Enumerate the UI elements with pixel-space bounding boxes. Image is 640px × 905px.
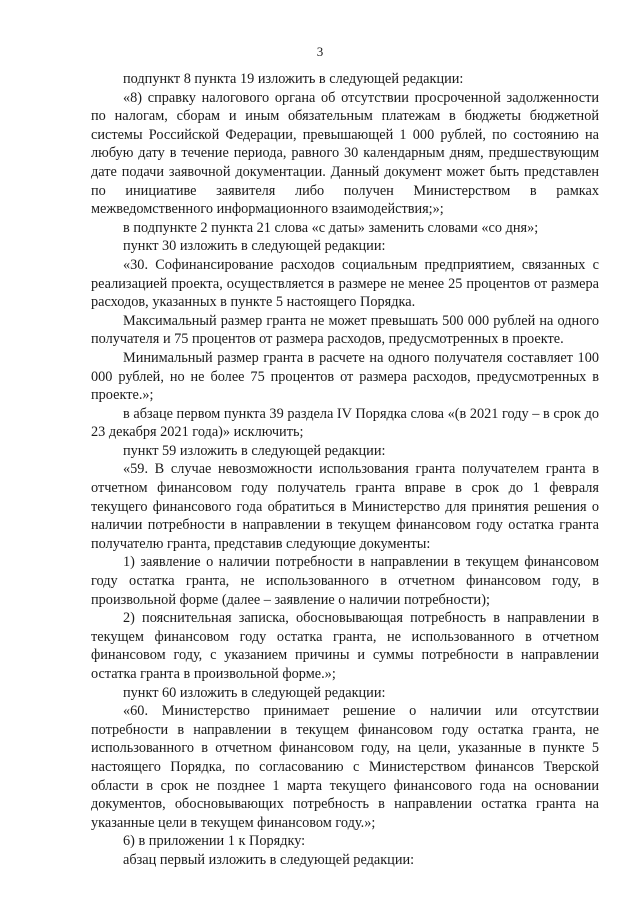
paragraph: пункт 59 изложить в следующей редакции:: [123, 442, 386, 459]
paragraph: «8) справку налогового органа об отсутствии просроченной задолженности по налогам, сборам и иным обязательным платежам в бюджеты бюджетной системы Российской Федерации, превышающей 1 000 рублей, по состоянию на любую дату в течение периода, равного 30 календарным дням, предшествующим дате подачи заявочной документации. Данный документ может быть представлен по инициативе заявителя либо получен Министерством в рамках межведомственного информационного взаимодействия;»;: [91, 89, 599, 218]
paragraph: в абзаце первом пункта 39 раздела IV Порядка слова «(в 2021 году – в срок до 23 декабря 2021 года)» исключить;: [91, 405, 599, 441]
paragraph: «30. Софинансирование расходов социальным предприятием, связанных с реализацией проекта, осуществляется в размере не менее 25 процентов от размера расходов, указанных в пункте 5 настоящего Порядка.: [91, 256, 599, 311]
document-body: [91, 70, 599, 870]
paragraph: Максимальный размер гранта не может превышать 500 000 рублей на одного получателя и 75 процентов от размера расходов, предусмотренных в проекте.: [91, 312, 599, 348]
paragraph: абзац первый изложить в следующей редакции:: [123, 851, 415, 868]
paragraph: «59. В случае невозможности использования гранта получателем гранта в отчетном финансовом году получатель гранта вправе в срок до 1 февраля текущего финансового года обратиться в Министерство для принятия решения о наличии потребности в направлении в текущем финансовом году остатка гранта получателю гранта, представив следующие документы:: [91, 461, 599, 552]
paragraph: подпункт 8 пункта 19 изложить в следующей редакции:: [123, 71, 464, 87]
paragraph: «60. Министерство принимает решение о наличии или отсутствии потребности в направлении в текущем финансовом году остатка гранта, не использованного в отчетном финансовом году, на цели, указанные в пункте 5 настоящего Порядка, по согласованию с Министерством финансов Тверской области в срок не позднее 1 марта текущего финансового года на основании документов, обосновывающих потребность в направлении остатка гранта на указанные цели в текущем финансовом году.»;: [91, 703, 599, 831]
paragraph: пункт 60 изложить в следующей редакции:: [123, 684, 386, 701]
paragraph: 1) заявление о наличии потребности в направлении в текущем финансовом году остатка гранта, не использованного в отчетном финансовом году, в произвольной форме (далее – заявление о наличии потребности);: [91, 554, 599, 608]
page-number: 3: [316, 44, 324, 59]
paragraph: Минимальный размер гранта в расчете на одного получателя составляет 100 000 рублей, но не более 75 процентов от размера расходов, предусмотренных в проекте.»;: [91, 349, 599, 404]
paragraph: пункт 30 изложить в следующей редакции:: [123, 238, 386, 255]
paragraph: 2) пояснительная записка, обосновывающая потребность в направлении в текущем финансовом году остатка гранта, не использованного в отчетном финансовом году, с указанием причины и суммы потребности в направлении остатка гранта в произвольной форме.»;: [91, 610, 599, 682]
paragraph: 6) в приложении 1 к Порядку:: [123, 833, 306, 850]
paragraph: в подпункте 2 пункта 21 слова «с даты» заменить словами «со дня»;: [123, 219, 539, 236]
